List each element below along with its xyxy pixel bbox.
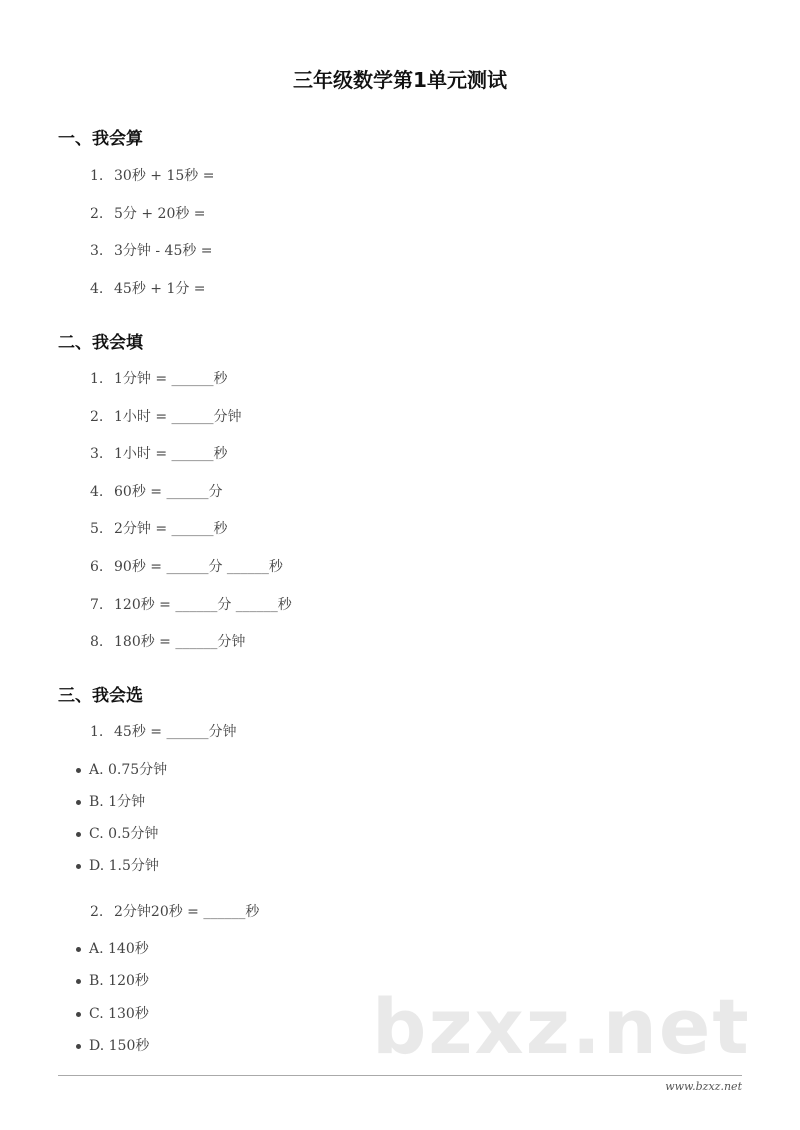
question-text: 2分钟 = ______秒 xyxy=(114,521,228,537)
option-text: D. 1.5分钟 xyxy=(89,858,159,874)
question-item xyxy=(90,721,236,741)
option-item xyxy=(76,1035,149,1055)
question-number: 2. xyxy=(90,409,104,425)
page-title: 三年级数学第1单元测试 xyxy=(293,68,507,92)
option-item xyxy=(76,759,167,779)
question-item xyxy=(90,165,214,185)
option-text: D. 150秒 xyxy=(89,1038,150,1054)
question-item xyxy=(90,631,245,651)
option-item xyxy=(76,938,149,958)
question-item xyxy=(90,443,228,463)
watermark: bzxz.net xyxy=(372,982,751,1071)
question-number: 3. xyxy=(90,446,104,462)
question-item xyxy=(90,518,228,538)
option-item xyxy=(76,855,159,875)
question-text: 1小时 = ______秒 xyxy=(114,446,228,462)
option-item xyxy=(76,791,145,811)
bullet-icon xyxy=(76,768,81,773)
bullet-icon xyxy=(76,1044,81,1049)
question-item xyxy=(90,556,283,576)
question-number: 1. xyxy=(90,371,104,387)
question-text: 3分钟 - 45秒 = xyxy=(114,243,213,259)
bullet-icon xyxy=(76,864,81,869)
question-item xyxy=(90,368,228,388)
question-number: 4. xyxy=(90,484,104,500)
question-number: 2. xyxy=(90,904,104,920)
footer-divider xyxy=(58,1075,742,1076)
question-number: 1. xyxy=(90,724,104,740)
question-number: 3. xyxy=(90,243,104,259)
option-text: B. 1分钟 xyxy=(89,794,146,810)
option-text: A. 140秒 xyxy=(89,941,149,957)
question-item xyxy=(90,594,292,614)
section-title-calc: 一、我会算 xyxy=(58,129,143,149)
bullet-icon xyxy=(76,832,81,837)
option-item xyxy=(76,823,158,843)
option-text: B. 120秒 xyxy=(89,973,149,989)
question-item xyxy=(90,406,242,426)
question-item xyxy=(90,203,206,223)
question-text: 30秒 + 15秒 = xyxy=(114,168,215,184)
question-number: 2. xyxy=(90,206,104,222)
footer-url[interactable]: www.bzxz.net xyxy=(665,1080,742,1093)
question-text: 45秒 + 1分 = xyxy=(114,281,206,297)
option-item xyxy=(76,1003,149,1023)
question-text: 90秒 = ______分 ______秒 xyxy=(114,559,283,575)
question-number: 6. xyxy=(90,559,104,575)
question-text: 2分钟20秒 = ______秒 xyxy=(114,904,260,920)
question-item xyxy=(90,901,259,921)
option-text: A. 0.75分钟 xyxy=(89,762,168,778)
option-text: C. 130秒 xyxy=(89,1006,149,1022)
option-item xyxy=(76,970,149,990)
bullet-icon xyxy=(76,800,81,805)
question-text: 1分钟 = ______秒 xyxy=(114,371,228,387)
question-number: 5. xyxy=(90,521,104,537)
question-item xyxy=(90,240,213,260)
question-item xyxy=(90,481,222,501)
question-number: 4. xyxy=(90,281,104,297)
question-item xyxy=(90,278,206,298)
bullet-icon xyxy=(76,979,81,984)
bullet-icon xyxy=(76,1012,81,1017)
question-text: 1小时 = ______分钟 xyxy=(114,409,242,425)
question-number: 8. xyxy=(90,634,104,650)
question-text: 60秒 = ______分 xyxy=(114,484,223,500)
question-number: 7. xyxy=(90,597,104,613)
bullet-icon xyxy=(76,947,81,952)
option-text: C. 0.5分钟 xyxy=(89,826,159,842)
question-text: 180秒 = ______分钟 xyxy=(114,634,246,650)
section-title-fill: 二、我会填 xyxy=(58,333,143,353)
section-title-choose: 三、我会选 xyxy=(58,686,143,706)
question-text: 5分 + 20秒 = xyxy=(114,206,206,222)
question-text: 120秒 = ______分 ______秒 xyxy=(114,597,292,613)
question-text: 45秒 = ______分钟 xyxy=(114,724,237,740)
question-number: 1. xyxy=(90,168,104,184)
